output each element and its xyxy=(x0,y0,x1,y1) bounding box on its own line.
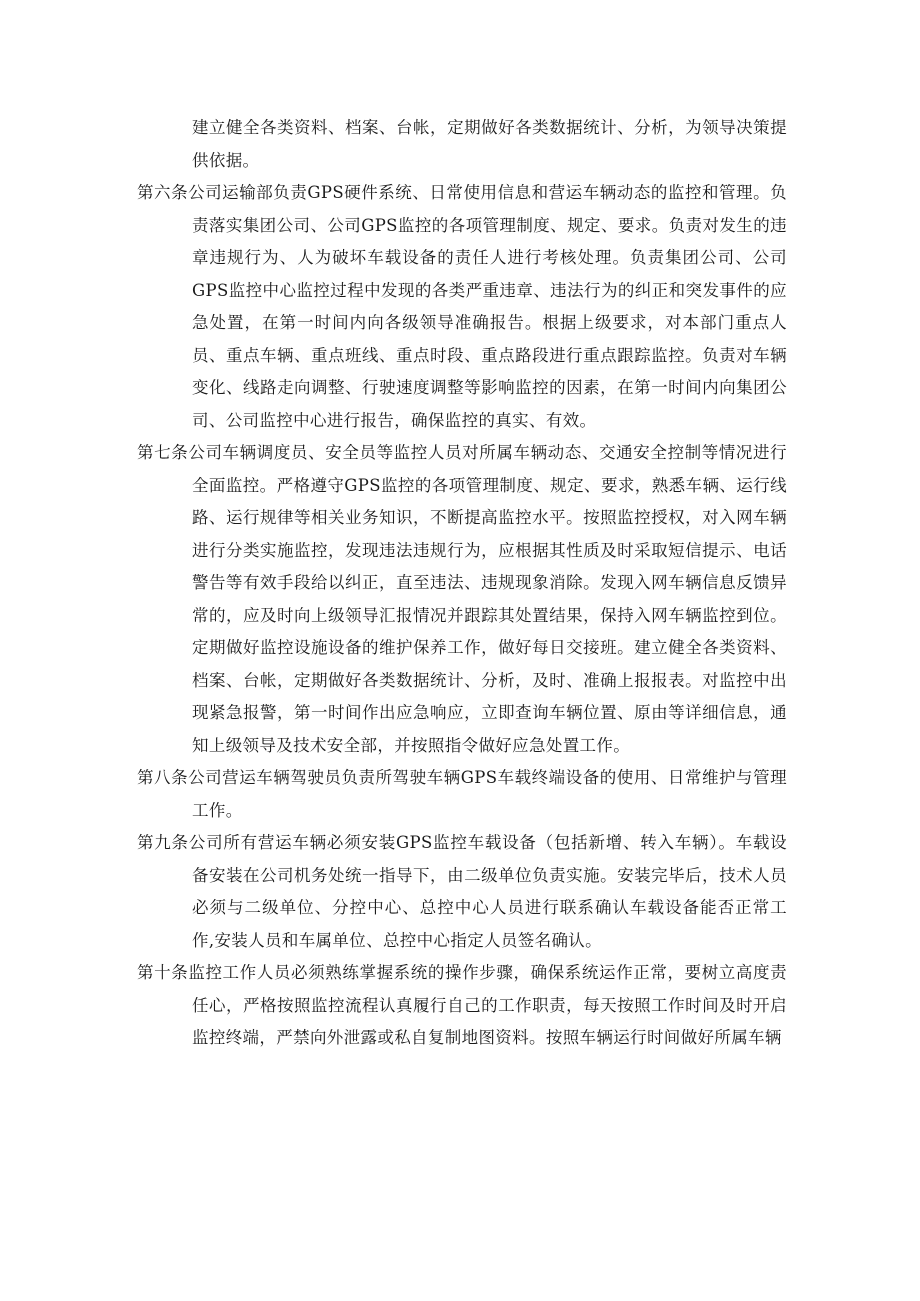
document-body xyxy=(137,112,787,1055)
article-8: 第八条公司营运车辆驾驶员负责所驾驶车辆GPS车载终端设备的使用、日常维护与管理工作。 xyxy=(137,768,787,820)
article-9: 第九条公司所有营运车辆必须安装GPS监控车载设备（包括新增、转入车辆）。车载设备安装在公司机务处统一指导下，由二级单位负责实施。安装完毕后，技术人员必须与二级单位、分控中心、总控中心人员进行联系确认车载设备能否正常工作,安装人员和车属单位、总控中心指定人员签名确认。 xyxy=(137,833,787,950)
article-10: 第十条监控工作人员必须熟练掌握系统的操作步骤，确保系统运作正常，要树立高度责任心，严格按照监控流程认真履行自己的工作职责，每天按照工作时间及时开启监控终端，严禁向外泄露或私自复制地图资料。按照车辆运行时间做好所属车辆 xyxy=(137,963,787,1047)
article-7: 第七条公司车辆调度员、安全员等监控人员对所属车辆动态、交通安全控制等情况进行全面监控。严格遵守GPS监控的各项管理制度、规定、要求，熟悉车辆、运行线路、运行规律等相关业务知识，不断提高监控水平。按照监控授权，对入网车辆进行分类实施监控，发现违法违规行为，应根据其性质及时采取短信提示、电话警告等有效手段给以纠正，直至违法、违规现象消除。发现入网车辆信息反馈异常的，应及时向上级领导汇报情况并跟踪其处置结果，保持入网车辆监控到位。定期做好监控设施设备的维护保养工作，做好每日交接班。建立健全各类资料、档案、台帐，定期做好各类数据统计、分析，及时、准确上报报表。对监控中出现紧急报警，第一时间作出应急响应，立即查询车辆位置、原由等详细信息，通知上级领导及技术安全部，并按照指令做好应急处置工作。 xyxy=(137,443,787,755)
paragraph-continuation: 建立健全各类资料、档案、台帐，定期做好各类数据统计、分析，为领导决策提供依据。 xyxy=(192,118,787,170)
article-6: 第六条公司运输部负责GPS硬件系统、日常使用信息和营运车辆动态的监控和管理。负责落实集团公司、公司GPS监控的各项管理制度、规定、要求。负责对发生的违章违规行为、人为破坏车载设备的责任人进行考核处理。负责集团公司、公司GPS监控中心监控过程中发现的各类严重违章、违法行为的纠正和突发事件的应急处置，在第一时间内向各级领导准确报告。根据上级要求，对本部门重点人员、重点车辆、重点班线、重点时段、重点路段进行重点跟踪监控。负责对车辆变化、线路走向调整、行驶速度调整等影响监控的因素，在第一时间内向集团公司、公司监控中心进行报告，确保监控的真实、有效。 xyxy=(137,183,787,430)
